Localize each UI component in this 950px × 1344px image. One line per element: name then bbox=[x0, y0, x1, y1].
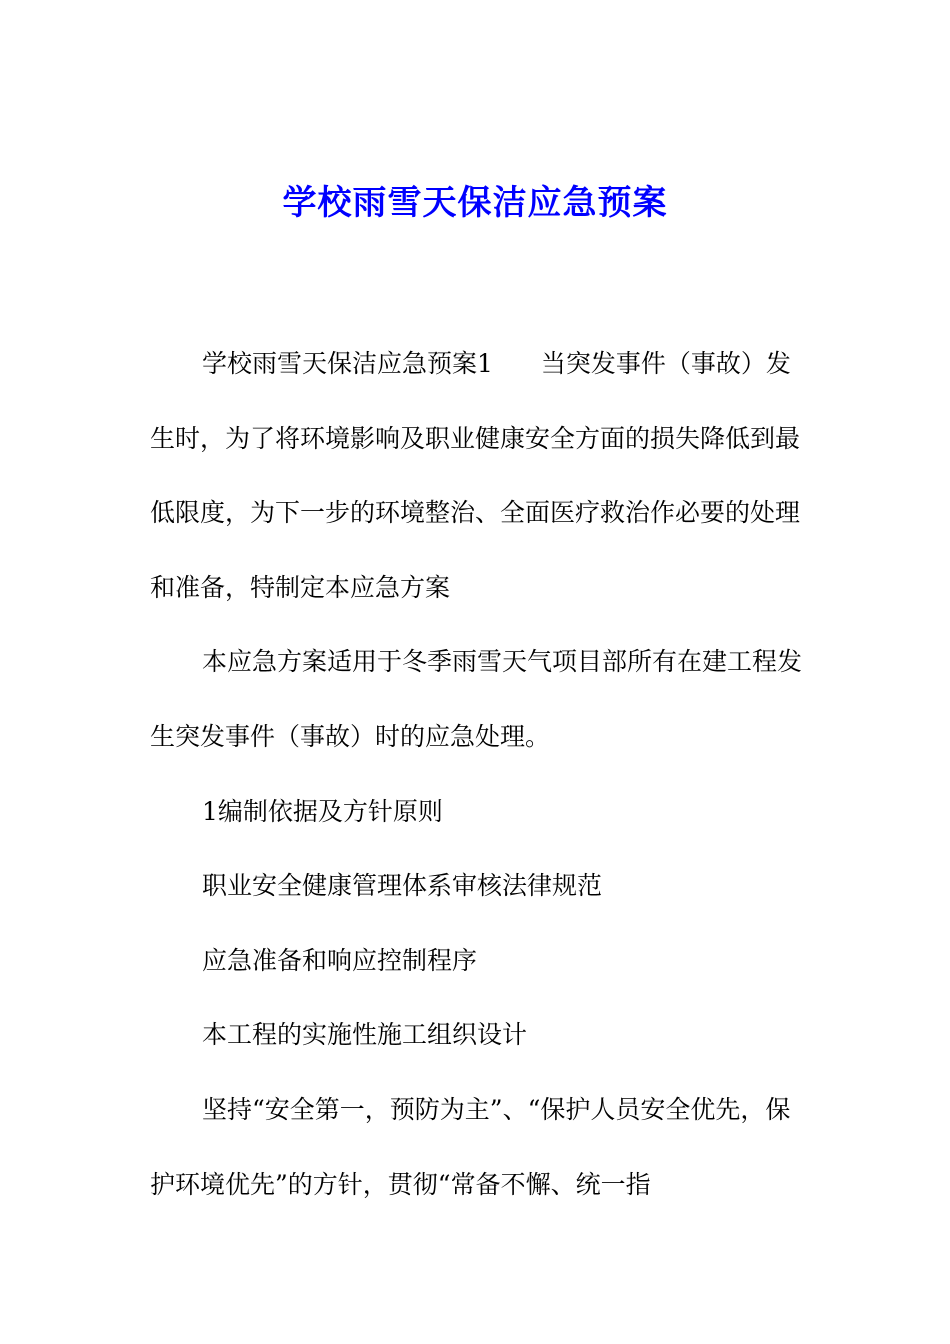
paragraph-text: 当突发事件（事故）发生时，为了将环境影响及职业健康安全方面的损失降低到最低限度，为下一步的环境整治、全面医疗救治作必要的处理和准备，特制定本应急方案 bbox=[150, 349, 801, 602]
paragraph-scope: 本应急方案适用于冬季雨雪天气项目部所有在建工程发生突发事件（事故）时的应急处理。 bbox=[150, 647, 803, 751]
paragraph-intro bbox=[150, 327, 815, 625]
paragraph-item: 职业安全健康管理体系审核法律规范 bbox=[202, 871, 603, 901]
document-body bbox=[150, 327, 815, 1222]
section-heading: 1编制依据及方针原则 bbox=[202, 796, 443, 826]
paragraph-lead: 学校雨雪天保洁应急预案1 bbox=[202, 349, 493, 378]
paragraph-item: 应急准备和响应控制程序 bbox=[202, 945, 478, 975]
document-title: 学校雨雪天保洁应急预案 bbox=[282, 183, 668, 223]
paragraph-item: 本工程的实施性施工组织设计 bbox=[202, 1020, 528, 1050]
paragraph-policy: 坚持“安全第一，预防为主”、“保护人员安全优先，保护环境优先”的方针，贯彻“常备不懈、统一指 bbox=[150, 1094, 791, 1199]
